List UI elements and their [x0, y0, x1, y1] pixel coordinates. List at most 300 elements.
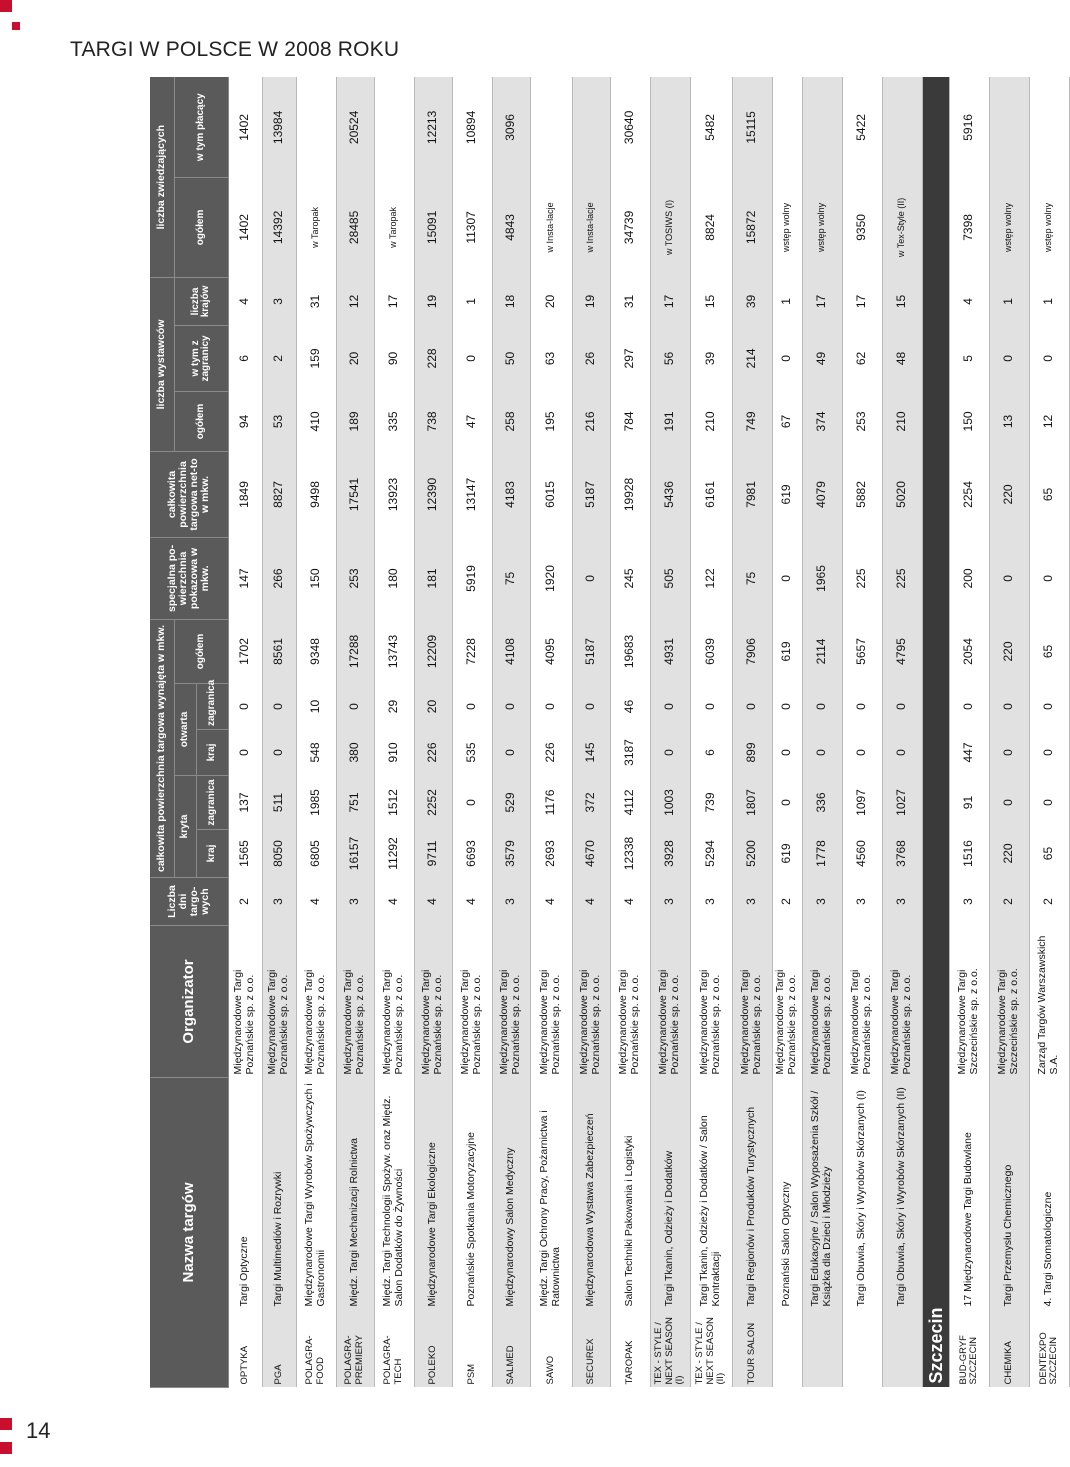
cell-open-foreign: 0 [1029, 684, 1069, 730]
cell-countries: 3 [262, 277, 296, 325]
cell-countries: 17 [650, 277, 690, 325]
cell-net-area: 7981 [732, 451, 772, 537]
table-row [650, 77, 690, 1387]
cell-covered-domestic: 4670 [572, 830, 610, 878]
cell-visitors-total: 1402 [228, 177, 262, 277]
cell-code: PSM [452, 1310, 492, 1388]
cell-special-area: 1965 [802, 537, 842, 619]
cell-net-area: 5020 [882, 451, 922, 537]
cell-days: 4 [610, 878, 650, 926]
cell-fair-name: Targi Obuwia, Skóry i Wyrobów Skórzanych (II) [882, 1078, 922, 1310]
cell-visitors-total: wstęp wolny [802, 177, 842, 277]
cell-special-area: 0 [772, 537, 802, 619]
cell-days: 2 [989, 878, 1029, 926]
cell-visitors-paying [296, 77, 336, 177]
cell-covered-domestic: 65 [1029, 830, 1069, 878]
cell-covered-foreign: 751 [336, 776, 374, 830]
cell-open-domestic: 548 [296, 730, 336, 776]
cell-code: POLAGRA-PREMIERY [336, 1310, 374, 1388]
cell-special-area: 122 [690, 537, 732, 619]
cell-days: 2 [228, 878, 262, 926]
header-open: otwarta [174, 684, 196, 776]
cell-special-area: 75 [492, 537, 530, 619]
cell-covered-domestic: 5200 [732, 830, 772, 878]
cell-days: 4 [374, 878, 414, 926]
cell-days: 3 [732, 878, 772, 926]
cell-open-domestic: 226 [530, 730, 572, 776]
table-row [610, 77, 650, 1387]
cell-special-area: 150 [296, 537, 336, 619]
cell-net-area: 2254 [949, 451, 989, 537]
cell-fair-name: Międz. Targi Technologii Spożyw. oraz Międz. Salon Dodatków do Żywności [374, 1078, 414, 1310]
cell-organizer: Międzynarodowe Targi Poznańskie sp. z o.o. [228, 926, 262, 1078]
cell-covered-foreign: 372 [572, 776, 610, 830]
cell-covered-foreign: 1003 [650, 776, 690, 830]
page-title: TARGI W POLSCE W 2008 ROKU [70, 38, 400, 61]
cell-visitors-total: w Taropak [296, 177, 336, 277]
cell-open-foreign: 0 [228, 684, 262, 730]
cell-visitors-paying: 12213 [414, 77, 452, 177]
cell-exhibitors-total: 13 [989, 391, 1029, 451]
cell-fair-name: Targi Regionów i Produktów Turystycznych [732, 1078, 772, 1310]
cell-open-foreign: 0 [452, 684, 492, 730]
cell-visitors-paying: 5916 [949, 77, 989, 177]
cell-exhibitors-total: 210 [882, 391, 922, 451]
cell-area-total: 4108 [492, 619, 530, 683]
cell-fair-name: Międzynarodowe Targi Wyrobów Spożywczych i Gastronomii [296, 1078, 336, 1310]
page-number: 14 [26, 1418, 51, 1443]
cell-visitors-paying: 5482 [690, 77, 732, 177]
cell-organizer: Międzynarodowe Targi Poznańskie sp. z o.o. [842, 926, 882, 1078]
cell-exhibitors-foreign: 159 [296, 325, 336, 391]
cell-organizer: Międzynarodowe Targi Poznańskie sp. z o.o. [374, 926, 414, 1078]
cell-open-domestic: 0 [772, 730, 802, 776]
cell-fair-name: Międzynarodowy Salon Medyczny [492, 1078, 530, 1310]
cell-organizer: Międzynarodowe Targi Poznańskie sp. z o.o. [262, 926, 296, 1078]
cell-fair-name: 4. Targi Stomatologiczne [1029, 1078, 1069, 1310]
table-row [772, 77, 802, 1387]
cell-special-area: 0 [572, 537, 610, 619]
cell-visitors-total: wstęp wolny [989, 177, 1029, 277]
cell-area-total: 7906 [732, 619, 772, 683]
cell-visitors-paying: 10894 [452, 77, 492, 177]
cell-visitors-total: w Insta-lacje [572, 177, 610, 277]
table-row [989, 77, 1029, 1387]
cell-organizer: Międzynarodowe Targi Poznańskie sp. z o.o. [732, 926, 772, 1078]
cell-days: 3 [690, 878, 732, 926]
cell-days: 2 [1029, 878, 1069, 926]
cell-special-area: 75 [732, 537, 772, 619]
table-row [296, 77, 336, 1387]
cell-covered-foreign: 1985 [296, 776, 336, 830]
fairs-table-stage [150, 78, 1061, 1388]
header-name: Nazwa targów [150, 1078, 228, 1388]
cell-days: 3 [882, 878, 922, 926]
cell-code: POLAGRA-FOOD [296, 1310, 336, 1388]
cell-organizer: Zarząd Targów Warszawskich S.A. [1029, 926, 1069, 1078]
table-body [228, 77, 1069, 1387]
cell-covered-foreign: 137 [228, 776, 262, 830]
cell-organizer: Międzynarodowe Targi Szczecińskie sp. z o.o. [949, 926, 989, 1078]
cell-area-total: 5657 [842, 619, 882, 683]
cell-days: 4 [572, 878, 610, 926]
cell-code: SALMED [492, 1310, 530, 1388]
cell-fair-name: Międzynarodowe Targi Ekologiczne [414, 1078, 452, 1310]
cell-organizer: Międzynarodowe Targi Poznańskie sp. z o.o. [690, 926, 732, 1078]
cell-open-domestic: 0 [842, 730, 882, 776]
cell-net-area: 19928 [610, 451, 650, 537]
cell-exhibitors-foreign: 49 [802, 325, 842, 391]
cell-net-area: 220 [989, 451, 1029, 537]
cell-open-domestic: 3187 [610, 730, 650, 776]
cell-exhibitors-foreign: 20 [336, 325, 374, 391]
cell-exhibitors-foreign: 228 [414, 325, 452, 391]
cell-fair-name: Międz. Targi Mechanizacji Rolnictwa [336, 1078, 374, 1310]
cell-covered-domestic: 3928 [650, 830, 690, 878]
cell-covered-domestic: 3579 [492, 830, 530, 878]
cell-net-area: 5436 [650, 451, 690, 537]
cell-area-total: 8561 [262, 619, 296, 683]
cell-organizer: Międzynarodowe Targi Poznańskie sp. z o.o. [882, 926, 922, 1078]
cell-visitors-paying: 30640 [610, 77, 650, 177]
cell-area-total: 2054 [949, 619, 989, 683]
cell-fair-name: Międzynarodowa Wystawa Zabezpieczeń [572, 1078, 610, 1310]
cell-exhibitors-total: 210 [690, 391, 732, 451]
corner-mark-top-left-small [12, 22, 20, 30]
cell-covered-domestic: 12338 [610, 830, 650, 878]
cell-exhibitors-total: 94 [228, 391, 262, 451]
cell-special-area: 181 [414, 537, 452, 619]
cell-special-area: 253 [336, 537, 374, 619]
cell-organizer: Międzynarodowe Targi Poznańskie sp. z o.o. [610, 926, 650, 1078]
cell-exhibitors-foreign: 56 [650, 325, 690, 391]
cell-open-domestic: 0 [802, 730, 842, 776]
cell-fair-name: Targi Multimediów i Rozrywki [262, 1078, 296, 1310]
cell-exhibitors-total: 67 [772, 391, 802, 451]
cell-fair-name: Poznański Salon Optyczny [772, 1078, 802, 1310]
cell-visitors-paying [1029, 77, 1069, 177]
cell-covered-foreign: 529 [492, 776, 530, 830]
table-row [949, 77, 989, 1387]
cell-countries: 17 [374, 277, 414, 325]
cell-open-domestic: 380 [336, 730, 374, 776]
cell-code [882, 1310, 922, 1388]
cell-visitors-total: 9350 [842, 177, 882, 277]
cell-open-foreign: 0 [772, 684, 802, 730]
cell-visitors-paying [374, 77, 414, 177]
cell-exhibitors-total: 335 [374, 391, 414, 451]
cell-open-foreign: 0 [732, 684, 772, 730]
cell-days: 4 [296, 878, 336, 926]
cell-exhibitors-foreign: 26 [572, 325, 610, 391]
cell-visitors-total: 34739 [610, 177, 650, 277]
cell-covered-foreign: 0 [452, 776, 492, 830]
table-row [414, 77, 452, 1387]
cell-visitors-total: w Insta-lacje [530, 177, 572, 277]
cell-net-area: 6161 [690, 451, 732, 537]
cell-visitors-total: wstęp wolny [772, 177, 802, 277]
cell-area-total: 65 [1029, 619, 1069, 683]
header-covered-foreign: zagranica [196, 776, 228, 830]
cell-days: 3 [949, 878, 989, 926]
header-open-foreign: zagranica [196, 684, 228, 730]
cell-organizer: Międzynarodowe Targi Poznańskie sp. z o.o. [296, 926, 336, 1078]
cell-open-foreign: 0 [882, 684, 922, 730]
cell-exhibitors-foreign: 0 [452, 325, 492, 391]
cell-open-foreign: 0 [530, 684, 572, 730]
cell-net-area: 13147 [452, 451, 492, 537]
cell-exhibitors-foreign: 90 [374, 325, 414, 391]
cell-open-foreign: 0 [802, 684, 842, 730]
cell-area-total: 1702 [228, 619, 262, 683]
corner-mark-bottom-left [0, 1418, 12, 1430]
cell-days: 3 [802, 878, 842, 926]
cell-covered-domestic: 11292 [374, 830, 414, 878]
cell-open-foreign: 0 [262, 684, 296, 730]
cell-covered-foreign: 336 [802, 776, 842, 830]
cell-open-foreign: 0 [989, 684, 1029, 730]
cell-special-area: 225 [882, 537, 922, 619]
cell-countries: 1 [989, 277, 1029, 325]
cell-days: 4 [530, 878, 572, 926]
table-row [802, 77, 842, 1387]
cell-open-domestic: 910 [374, 730, 414, 776]
cell-covered-foreign: 91 [949, 776, 989, 830]
fairs-table-rotated [150, 78, 1061, 1388]
cell-covered-domestic: 9711 [414, 830, 452, 878]
cell-covered-foreign: 511 [262, 776, 296, 830]
cell-covered-foreign: 1027 [882, 776, 922, 830]
cell-organizer: Międzynarodowe Targi Poznańskie sp. z o.o. [772, 926, 802, 1078]
cell-exhibitors-total: 738 [414, 391, 452, 451]
cell-covered-domestic: 16157 [336, 830, 374, 878]
cell-exhibitors-foreign: 63 [530, 325, 572, 391]
table-row [374, 77, 414, 1387]
header-visitors: liczba zwiedzających [150, 77, 174, 277]
cell-covered-foreign: 1807 [732, 776, 772, 830]
cell-open-domestic: 0 [492, 730, 530, 776]
cell-open-foreign: 20 [414, 684, 452, 730]
cell-exhibitors-foreign: 6 [228, 325, 262, 391]
cell-code: POLAGRA-TECH [374, 1310, 414, 1388]
cell-open-foreign: 0 [650, 684, 690, 730]
cell-area-total: 4931 [650, 619, 690, 683]
cell-open-foreign: 0 [336, 684, 374, 730]
cell-exhibitors-foreign: 2 [262, 325, 296, 391]
corner-mark-top-left [0, 0, 12, 12]
cell-open-domestic: 145 [572, 730, 610, 776]
cell-special-area: 225 [842, 537, 882, 619]
cell-exhibitors-total: 253 [842, 391, 882, 451]
header-days: Liczba dni targo-wych [150, 878, 228, 926]
cell-open-domestic: 0 [1029, 730, 1069, 776]
cell-visitors-paying [989, 77, 1029, 177]
corner-mark-bottom-left-small [0, 1442, 12, 1454]
cell-countries: 1 [772, 277, 802, 325]
cell-code: POLEKO [414, 1310, 452, 1388]
cell-fair-name: Targi Obuwia, Skóry i Wyrobów Skórzanych (I) [842, 1078, 882, 1310]
cell-covered-domestic: 1565 [228, 830, 262, 878]
table-row [882, 77, 922, 1387]
cell-exhibitors-total: 53 [262, 391, 296, 451]
cell-special-area: 245 [610, 537, 650, 619]
cell-visitors-paying [802, 77, 842, 177]
cell-days: 3 [492, 878, 530, 926]
cell-exhibitors-total: 784 [610, 391, 650, 451]
header-covered-domestic: kraj [196, 830, 228, 878]
cell-visitors-total: 14392 [262, 177, 296, 277]
header-rented-area: całkowita powierzchnia targowa wynajęta w mkw. [150, 619, 174, 877]
cell-organizer: Międzynarodowe Targi Poznańskie sp. z o.o. [492, 926, 530, 1078]
cell-countries: 39 [732, 277, 772, 325]
cell-code: DENTEXPO SZCZECIN [1029, 1310, 1069, 1388]
region-label: Szczecin [922, 77, 949, 1387]
cell-fair-name: Targi Edukacyjne / Salon Wyposażenia Szkół / Książka dla Dzieci i Młodzieży [802, 1078, 842, 1310]
cell-special-area: 505 [650, 537, 690, 619]
cell-visitors-total: 28485 [336, 177, 374, 277]
cell-visitors-total: 15091 [414, 177, 452, 277]
cell-visitors-paying [572, 77, 610, 177]
cell-area-total: 4795 [882, 619, 922, 683]
cell-covered-foreign: 2252 [414, 776, 452, 830]
cell-visitors-total: 11307 [452, 177, 492, 277]
fairs-table [150, 77, 1070, 1388]
cell-countries: 17 [802, 277, 842, 325]
cell-area-total: 19683 [610, 619, 650, 683]
cell-net-area: 4079 [802, 451, 842, 537]
table-row [452, 77, 492, 1387]
cell-code: CHEMIKA [989, 1310, 1029, 1388]
cell-countries: 12 [336, 277, 374, 325]
table-row [732, 77, 772, 1387]
cell-countries: 31 [296, 277, 336, 325]
cell-organizer: Międzynarodowe Targi Poznańskie sp. z o.o. [530, 926, 572, 1078]
cell-fair-name: Salon Techniki Pakowania i Logistyki [610, 1078, 650, 1310]
cell-area-total: 6039 [690, 619, 732, 683]
cell-visitors-paying: 13984 [262, 77, 296, 177]
cell-net-area: 8827 [262, 451, 296, 537]
cell-exhibitors-foreign: 214 [732, 325, 772, 391]
header-exh-total: ogółem [174, 391, 228, 451]
cell-open-domestic: 0 [650, 730, 690, 776]
cell-area-total: 17288 [336, 619, 374, 683]
cell-net-area: 1849 [228, 451, 262, 537]
cell-code [842, 1310, 882, 1388]
header-vis-paying: w tym płacący [174, 77, 228, 177]
cell-net-area: 9498 [296, 451, 336, 537]
cell-open-foreign: 10 [296, 684, 336, 730]
table-row [572, 77, 610, 1387]
cell-exhibitors-total: 47 [452, 391, 492, 451]
cell-covered-foreign: 1512 [374, 776, 414, 830]
cell-exhibitors-foreign: 0 [1029, 325, 1069, 391]
cell-covered-domestic: 2693 [530, 830, 572, 878]
cell-special-area: 200 [949, 537, 989, 619]
cell-visitors-paying [882, 77, 922, 177]
table-row [262, 77, 296, 1387]
cell-fair-name: 17 Międzynarodowe Targi Budowlane [949, 1078, 989, 1310]
cell-visitors-total: w Taropak [374, 177, 414, 277]
cell-exhibitors-total: 410 [296, 391, 336, 451]
cell-countries: 1 [452, 277, 492, 325]
header-special-area: specjalna po-wierzchnia pokazowa w mkw. [150, 537, 228, 619]
header-vis-total: ogółem [174, 177, 228, 277]
cell-visitors-total: wstęp wolny [1029, 177, 1069, 277]
cell-exhibitors-foreign: 297 [610, 325, 650, 391]
cell-visitors-paying: 3096 [492, 77, 530, 177]
cell-code: SAWO [530, 1310, 572, 1388]
cell-covered-domestic: 8050 [262, 830, 296, 878]
cell-covered-foreign: 1176 [530, 776, 572, 830]
cell-days: 2 [772, 878, 802, 926]
cell-code: TEX - STYLE / NEXT SEASON (I) [650, 1310, 690, 1388]
cell-net-area: 17541 [336, 451, 374, 537]
cell-covered-foreign: 0 [772, 776, 802, 830]
cell-exhibitors-foreign: 5 [949, 325, 989, 391]
cell-visitors-paying [530, 77, 572, 177]
cell-organizer: Międzynarodowe Targi Poznańskie sp. z o.o. [414, 926, 452, 1078]
cell-covered-foreign: 1097 [842, 776, 882, 830]
cell-countries: 19 [414, 277, 452, 325]
cell-visitors-paying: 5422 [842, 77, 882, 177]
cell-open-foreign: 46 [610, 684, 650, 730]
cell-covered-foreign: 0 [1029, 776, 1069, 830]
table-header [150, 77, 228, 1387]
cell-visitors-total: 8824 [690, 177, 732, 277]
cell-exhibitors-foreign: 62 [842, 325, 882, 391]
cell-code: TEX - STYLE / NEXT SEASON (II) [690, 1310, 732, 1388]
cell-fair-name: Targi Przemysłu Chemicznego [989, 1078, 1029, 1310]
region-header-row [922, 77, 949, 1387]
cell-countries: 15 [882, 277, 922, 325]
cell-fair-name: Targi Tkanin, Odzieży i Dodatków [650, 1078, 690, 1310]
cell-fair-name: Targi Optyczne [228, 1078, 262, 1310]
cell-open-domestic: 0 [262, 730, 296, 776]
cell-code: BUD-GRYF SZCZECIN [949, 1310, 989, 1388]
table-row [228, 77, 262, 1387]
cell-special-area: 5919 [452, 537, 492, 619]
cell-net-area: 619 [772, 451, 802, 537]
cell-exhibitors-total: 150 [949, 391, 989, 451]
cell-visitors-paying [650, 77, 690, 177]
cell-exhibitors-foreign: 0 [772, 325, 802, 391]
cell-visitors-total: w TOSIWS (I) [650, 177, 690, 277]
cell-special-area: 180 [374, 537, 414, 619]
cell-exhibitors-total: 374 [802, 391, 842, 451]
cell-open-domestic: 899 [732, 730, 772, 776]
cell-organizer: Międzynarodowe Targi Poznańskie sp. z o.o. [572, 926, 610, 1078]
cell-open-domestic: 447 [949, 730, 989, 776]
cell-organizer: Międzynarodowe Targi Szczecińskie sp. z o.o. [989, 926, 1029, 1078]
cell-area-total: 5187 [572, 619, 610, 683]
cell-area-total: 220 [989, 619, 1029, 683]
cell-visitors-total: 7398 [949, 177, 989, 277]
cell-visitors-paying: 20524 [336, 77, 374, 177]
cell-organizer: Międzynarodowe Targi Poznańskie sp. z o.o. [452, 926, 492, 1078]
cell-exhibitors-total: 258 [492, 391, 530, 451]
cell-open-domestic: 0 [882, 730, 922, 776]
table-row [336, 77, 374, 1387]
cell-code: TOUR SALON [732, 1310, 772, 1388]
cell-days: 3 [650, 878, 690, 926]
cell-covered-foreign: 4112 [610, 776, 650, 830]
cell-net-area: 5187 [572, 451, 610, 537]
cell-countries: 1 [1029, 277, 1069, 325]
cell-area-total: 9348 [296, 619, 336, 683]
cell-net-area: 5882 [842, 451, 882, 537]
cell-covered-domestic: 5294 [690, 830, 732, 878]
cell-code: SECUREX [572, 1310, 610, 1388]
